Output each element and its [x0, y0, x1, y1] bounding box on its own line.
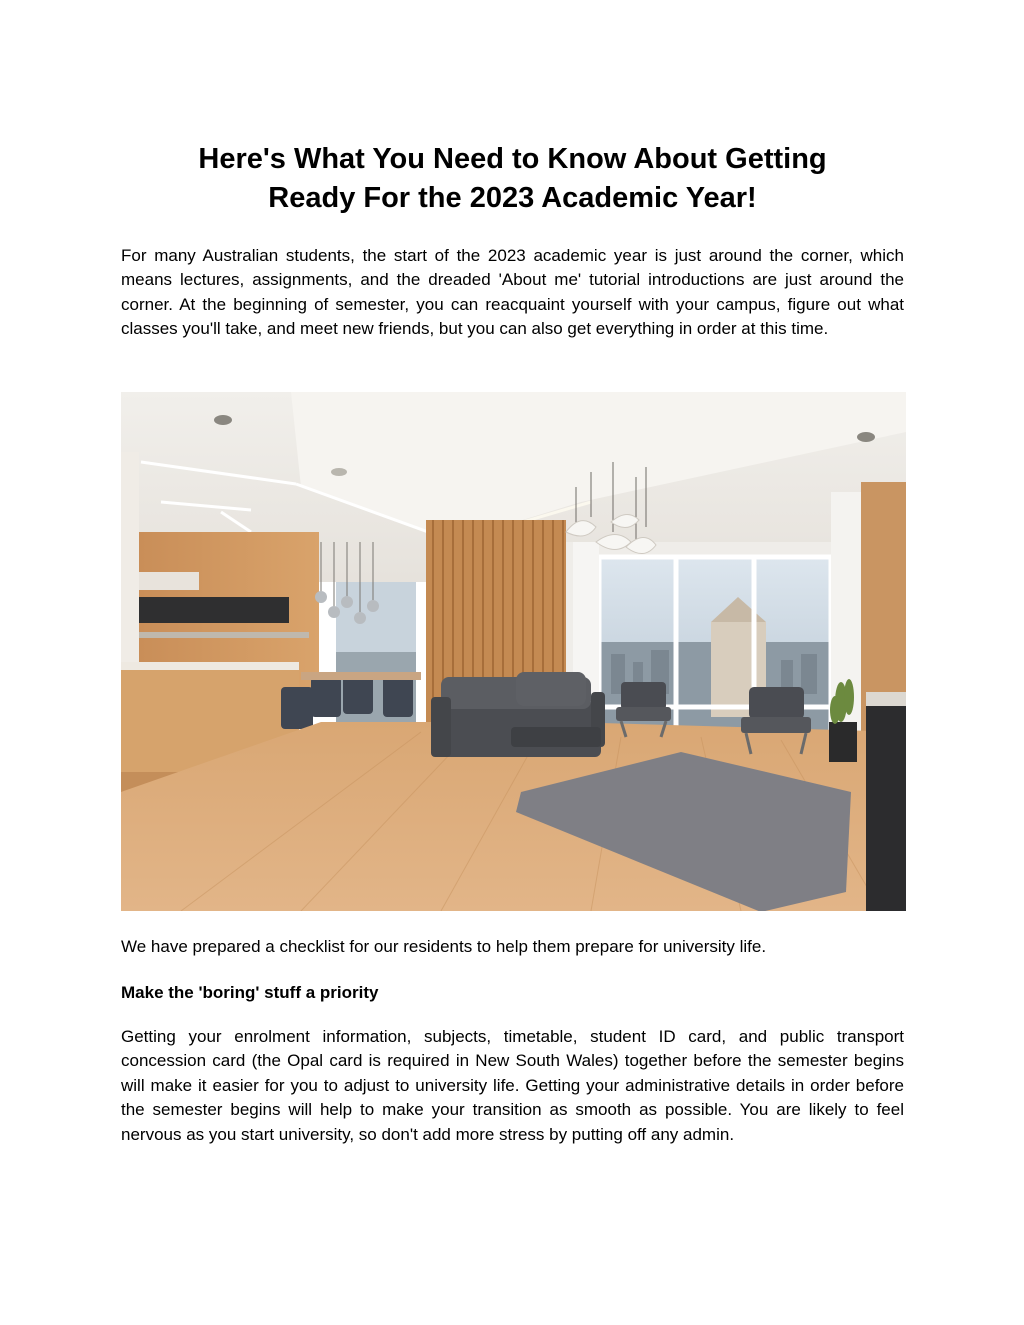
living-room-photo	[121, 392, 906, 911]
intro-paragraph: For many Australian students, the start of the 2023 academic year is just around the corner, which means lectures, assignments, and the dreaded 'About me' tutorial introductions are just around the corner. At the beginning of semester, you can reacquaint yourself with your campus, figure out what classes you'll take, and meet new friends, but you can also get everything in order at this time.	[121, 246, 904, 339]
page-title	[121, 140, 904, 218]
checklist-intro: We have prepared a checklist for our residents to help them prepare for university life.	[121, 937, 767, 956]
section-body: Getting your enrolment information, subjects, timetable, student ID card, and public transport concession card (the Opal card is required in New South Wales) together before the semester begins will make it easier for you to adjust to university life. Getting your administrative details in order before the semester begins will help to make your transition as smooth as possible. You are likely to feel nervous as you start university, so don't add more stress by putting off any admin.	[121, 1027, 904, 1144]
title-line-1: Here's What You Need to Know About Getting	[198, 143, 827, 175]
section-heading: Make the 'boring' stuff a priority	[121, 983, 379, 1002]
title-line-2: Ready For the 2023 Academic Year!	[268, 182, 757, 214]
